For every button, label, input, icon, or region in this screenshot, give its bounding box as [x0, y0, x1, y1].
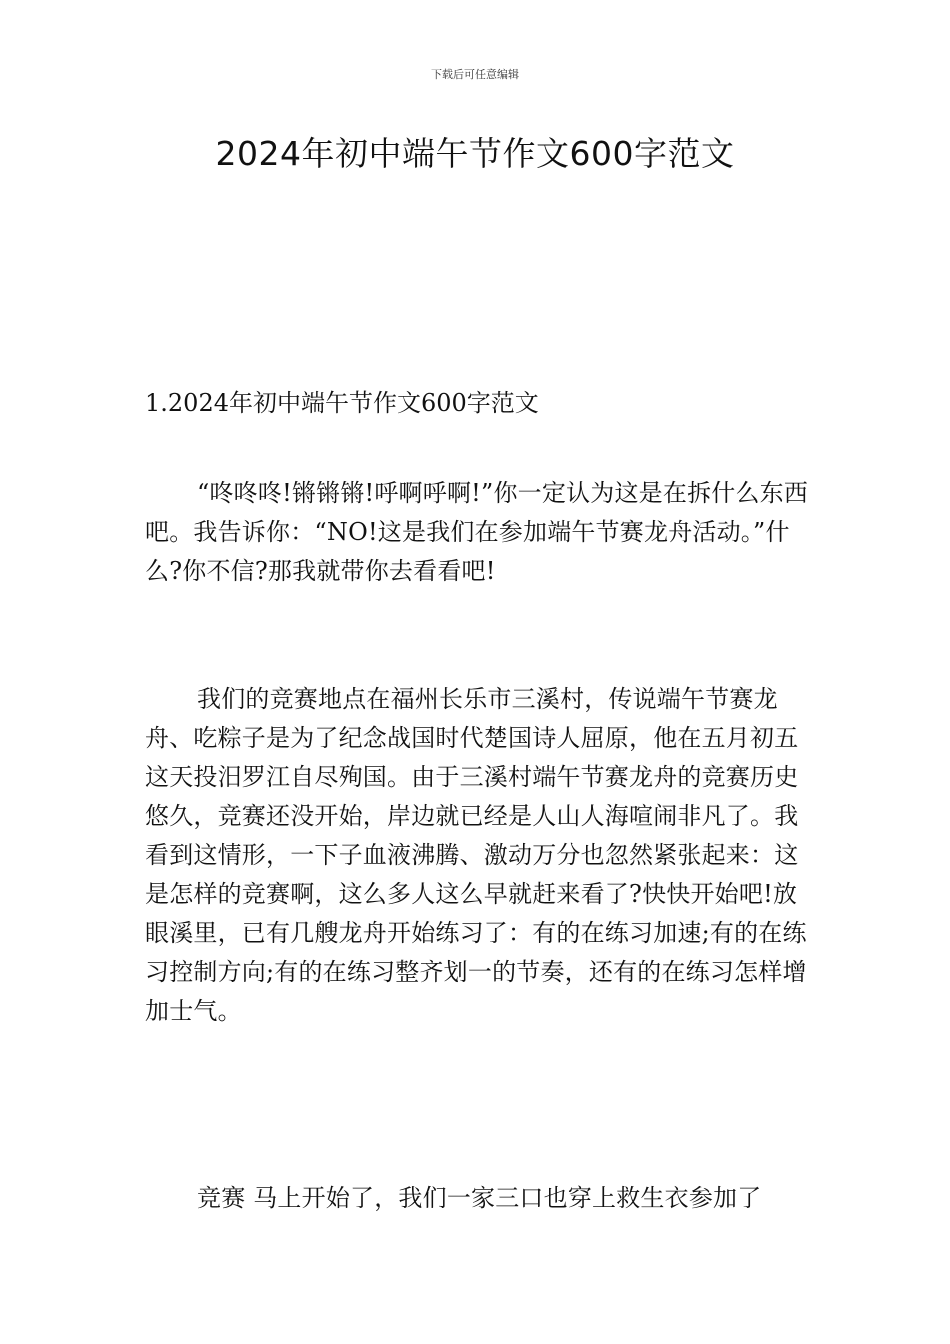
- paragraph-1: “咚咚咚!锵锵锵!呼啊呼啊!”你一定认为这是在拆什么东西吧。我告诉你：“NO!这是我们在参加端午节赛龙舟活动。”什么?你不信?那我就带你去看看吧!: [145, 479, 809, 585]
- paragraph-3: 竞赛 马上开始了，我们一家三口也穿上救生衣参加了: [197, 1184, 762, 1212]
- paragraph-2: 我们的竞赛地点在福州长乐市三溪村，传说端午节赛龙舟、吃粽子是为了纪念战国时代楚国诗人屈原，他在五月初五这天投汨罗江自尽殉国。由于三溪村端午节赛龙舟的竞赛历史悠久，竞赛还没开始，岸边就已经是人山人海喧闹非凡了。我看到这情形，一下子血液沸腾、激动万分也忽然紧张起来：这是怎样的竞赛啊，这么多人这么早就赶来看了?快快开始吧!放眼溪里，已有几艘龙舟开始练习了：有的在练习加速;有的在练习控制方向;有的在练习整齐划一的节奏，还有的在练习怎样增加士气。: [145, 685, 807, 1025]
- section-heading: 1.2024年初中端午节作文600字范文: [145, 389, 539, 417]
- header-note: 下载后可任意编辑: [431, 68, 519, 81]
- document-title: 2024年初中端午节作文600字范文: [215, 134, 735, 173]
